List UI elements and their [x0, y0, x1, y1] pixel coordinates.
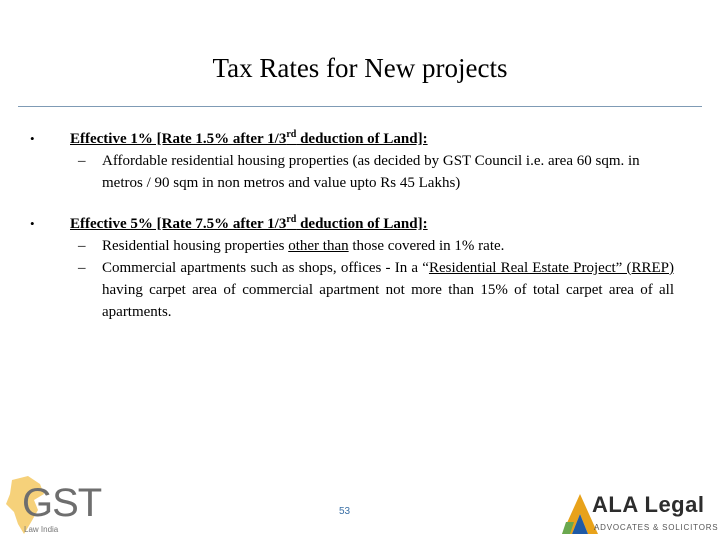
bullet-marker: •: [30, 216, 35, 231]
ala-legal-logo-subtext: ADVOCATES & SOLICITORS: [594, 523, 719, 532]
sub-bullet-item: [70, 235, 674, 257]
sub-bullet-text: Affordable residential housing properties (as decided by GST Council i.e. area 60 sqm. in metros / 90 sqm in non metros and value upto Rs 45 Lakhs): [102, 153, 640, 191]
bullet-heading: Effective 5% [Rate 7.5% after 1/3rd deduction of Land]:: [70, 214, 428, 232]
sub-bullet-marker: –: [78, 238, 86, 254]
title-divider: [18, 106, 702, 107]
page-number: 53: [339, 506, 351, 517]
slide-title: Tax Rates for New projects: [212, 53, 508, 83]
bullet-item: [30, 213, 674, 323]
sub-bullet-text: Commercial apartments such as shops, offices - In a “Residential Real Estate Project” (RREP) having carpet area of commercial apartment not more than 15% of total carpet area of all apartments.: [102, 260, 674, 320]
sub-bullet-marker: –: [78, 153, 86, 169]
slide-content: [30, 128, 674, 323]
ala-legal-logo-text: ALA Legal: [592, 492, 705, 517]
gst-logo-text: GST: [22, 481, 102, 525]
sub-bullet-item: [70, 150, 674, 194]
bullet-item: [30, 128, 674, 194]
sub-bullet-item: [70, 257, 674, 323]
bullet-heading: Effective 1% [Rate 1.5% after 1/3rd deduction of Land]:: [70, 129, 428, 147]
sub-bullet-text: Residential housing properties other than those covered in 1% rate.: [102, 238, 505, 254]
bullet-marker: •: [30, 131, 35, 146]
sub-bullet-marker: –: [78, 260, 86, 276]
gst-logo-subtext: Law India: [24, 525, 59, 534]
